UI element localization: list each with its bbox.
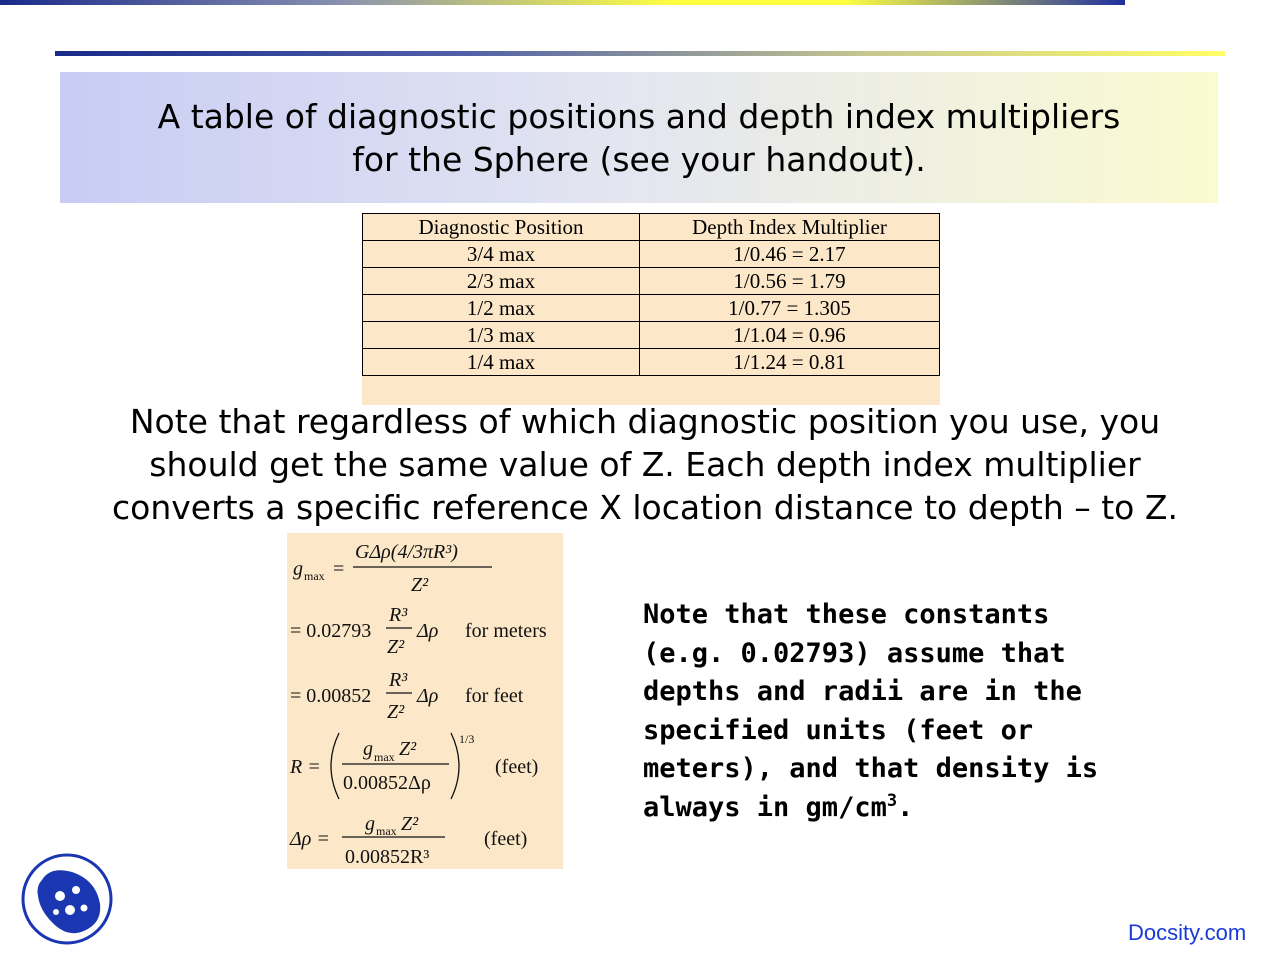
eq5-denominator: 0.00852R³ bbox=[345, 846, 430, 868]
bottom-divider bbox=[0, 0, 1125, 5]
table-cell-position: 1/4 max bbox=[363, 349, 640, 376]
eq5-numerator-sub: max bbox=[376, 824, 397, 838]
eq4-numerator-z: Z² bbox=[399, 738, 417, 760]
eq3-constant: = 0.00852 bbox=[290, 685, 372, 707]
equation-radius bbox=[289, 732, 538, 799]
constants-note-line-2: (e.g. 0.02793) assume that bbox=[643, 637, 1066, 669]
formula-panel bbox=[287, 533, 563, 869]
table-cell-multiplier: 1/0.77 = 1.305 bbox=[640, 295, 940, 322]
table-cell-multiplier: 1/0.56 = 1.79 bbox=[640, 268, 940, 295]
main-note-line-2: should get the same value of Z. Each depth index multiplier bbox=[149, 445, 1141, 484]
eq2-note: for meters bbox=[465, 620, 547, 642]
eq4-lhs: R = bbox=[290, 756, 321, 778]
main-note-line-1: Note that regardless of which diagnostic position you use, you bbox=[129, 402, 1161, 441]
constants-note-line-5: meters), and that density is bbox=[643, 753, 1099, 784]
eq4-note: (feet) bbox=[495, 756, 539, 778]
table-row bbox=[363, 322, 940, 349]
table-cell-multiplier: 1/1.24 = 0.81 bbox=[640, 349, 940, 376]
eq3-note: for feet bbox=[465, 685, 524, 707]
eq4-numerator-g: g bbox=[363, 738, 373, 760]
docsity-logo-icon bbox=[20, 852, 114, 946]
column-header-position: Diagnostic Position bbox=[363, 214, 640, 241]
table-cell-position: 2/3 max bbox=[363, 268, 640, 295]
equation-meters bbox=[290, 604, 547, 658]
eq1-numerator: GΔρ(4/3πR³) bbox=[355, 541, 458, 563]
table-row bbox=[363, 349, 940, 376]
table-row bbox=[363, 295, 940, 322]
constants-note-superscript: 3 bbox=[886, 790, 898, 811]
main-note-line-3: converts a specific reference X location distance to depth – to Z. bbox=[112, 488, 1178, 527]
brand-watermark[interactable]: Docsity.com bbox=[1128, 920, 1247, 945]
table-cell-position: 1/3 max bbox=[363, 322, 640, 349]
eq5-numerator-g: g bbox=[365, 813, 375, 835]
table-cell-multiplier: 1/0.46 = 2.17 bbox=[640, 241, 940, 268]
eq5-note: (feet) bbox=[484, 828, 528, 850]
eq3-numerator: R³ bbox=[389, 669, 408, 691]
eq1-equals: = bbox=[333, 558, 345, 580]
constants-note bbox=[643, 596, 1113, 827]
top-divider bbox=[55, 51, 1225, 56]
eq1-lhs: g bbox=[293, 558, 303, 580]
eq5-numerator-z: Z² bbox=[401, 813, 419, 835]
column-header-multiplier: Depth Index Multiplier bbox=[640, 214, 940, 241]
eq4-exponent: 1/3 bbox=[459, 732, 475, 746]
eq5-lhs: Δρ = bbox=[290, 828, 330, 850]
eq4-right-paren bbox=[451, 733, 459, 799]
eq1-denominator: Z² bbox=[411, 574, 429, 596]
eq1-subscript: max bbox=[304, 569, 325, 583]
constants-note-line-1: Note that these constants bbox=[643, 599, 1050, 630]
title-line-2: for the Sphere (see your handout). bbox=[352, 139, 926, 179]
constants-note-line-3: depths and radii are in the bbox=[643, 676, 1082, 707]
constants-note-line-6 bbox=[643, 789, 1113, 828]
eq4-denominator: 0.00852Δρ bbox=[343, 772, 431, 794]
eq3-denominator: Z² bbox=[387, 701, 405, 723]
table-cell-multiplier: 1/1.04 = 0.96 bbox=[640, 322, 940, 349]
title-line-1: A table of diagnostic positions and depth index multipliers bbox=[157, 96, 1121, 136]
constants-note-period: . bbox=[897, 791, 914, 823]
table-cell-position: 1/2 max bbox=[363, 295, 640, 322]
table-row bbox=[363, 241, 940, 268]
table-header-row bbox=[363, 214, 940, 241]
eq2-delta-rho: Δρ bbox=[417, 620, 439, 642]
diagnostic-table bbox=[362, 213, 940, 376]
table-cell-position: 3/4 max bbox=[363, 241, 640, 268]
equation-gmax bbox=[293, 541, 492, 596]
eq2-constant: = 0.02793 bbox=[290, 620, 372, 642]
equation-density bbox=[289, 813, 527, 868]
eq2-numerator: R³ bbox=[389, 604, 408, 626]
constants-note-line-4: specified units (feet or bbox=[643, 714, 1034, 746]
diagnostic-table-container bbox=[362, 213, 940, 405]
table-row bbox=[363, 268, 940, 295]
main-note bbox=[90, 400, 1200, 529]
constants-note-line-6-text: always in gm/cm bbox=[643, 791, 887, 823]
eq3-delta-rho: Δρ bbox=[417, 685, 439, 707]
equation-feet bbox=[290, 669, 524, 723]
slide-title bbox=[158, 95, 1121, 181]
eq4-numerator-sub: max bbox=[374, 750, 395, 764]
eq2-denominator: Z² bbox=[387, 636, 405, 658]
title-banner bbox=[60, 72, 1218, 203]
eq4-left-paren bbox=[331, 733, 339, 799]
